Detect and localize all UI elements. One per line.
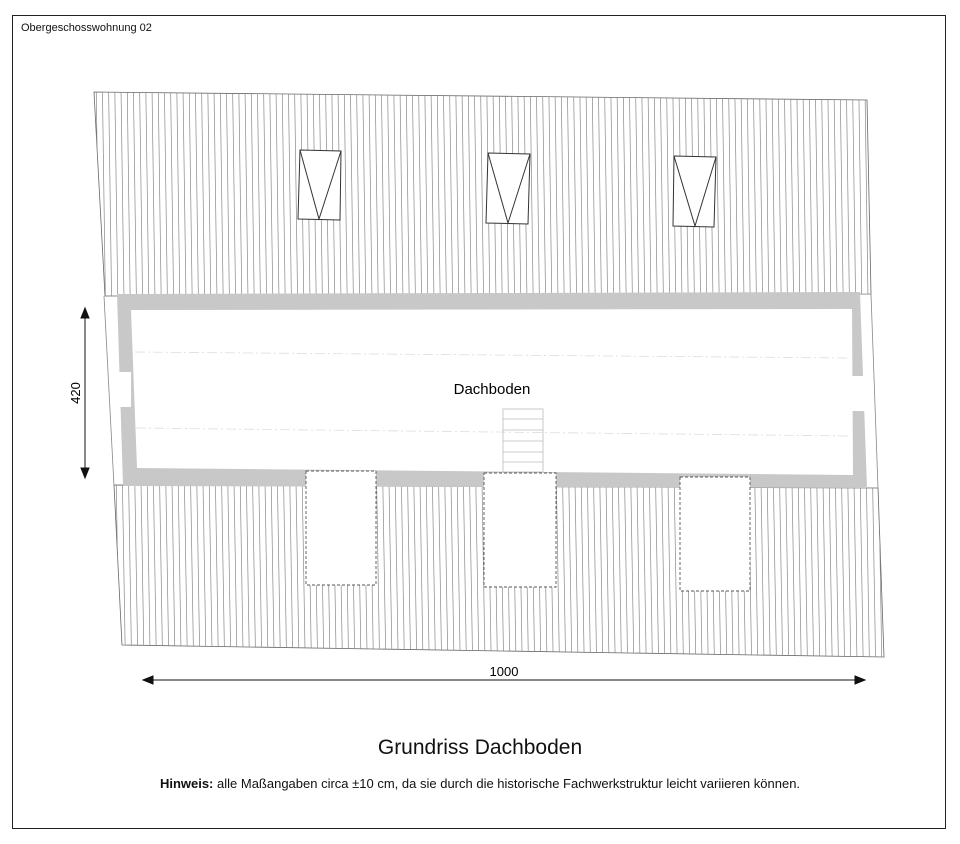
skylight — [306, 471, 376, 585]
skylight — [680, 477, 750, 591]
dim-width-label: 1000 — [489, 664, 519, 679]
note — [0, 776, 960, 791]
dormer-window — [298, 150, 341, 220]
skylights — [306, 471, 750, 591]
roof-hatch-line — [871, 88, 874, 300]
dormer-window — [486, 153, 530, 224]
dormer-window — [673, 156, 716, 227]
roof-hatch-line — [885, 482, 888, 662]
note-text: alle Maßangaben circa ±10 cm, da sie durch die historische Fachwerkstruktur leicht variieren können. — [213, 776, 801, 791]
dim-height-label: 420 — [68, 382, 83, 404]
roof-hatch-line — [110, 482, 113, 662]
drawing-title: Grundriss Dachboden — [377, 736, 583, 759]
note-label: Hinweis: — [159, 776, 214, 791]
roof-top — [90, 88, 874, 300]
roof-hatch-line — [90, 88, 93, 300]
skylight — [484, 473, 556, 587]
unit-label: Obergeschosswohnung 02 — [21, 22, 152, 34]
room-label: Dachboden — [453, 381, 531, 398]
